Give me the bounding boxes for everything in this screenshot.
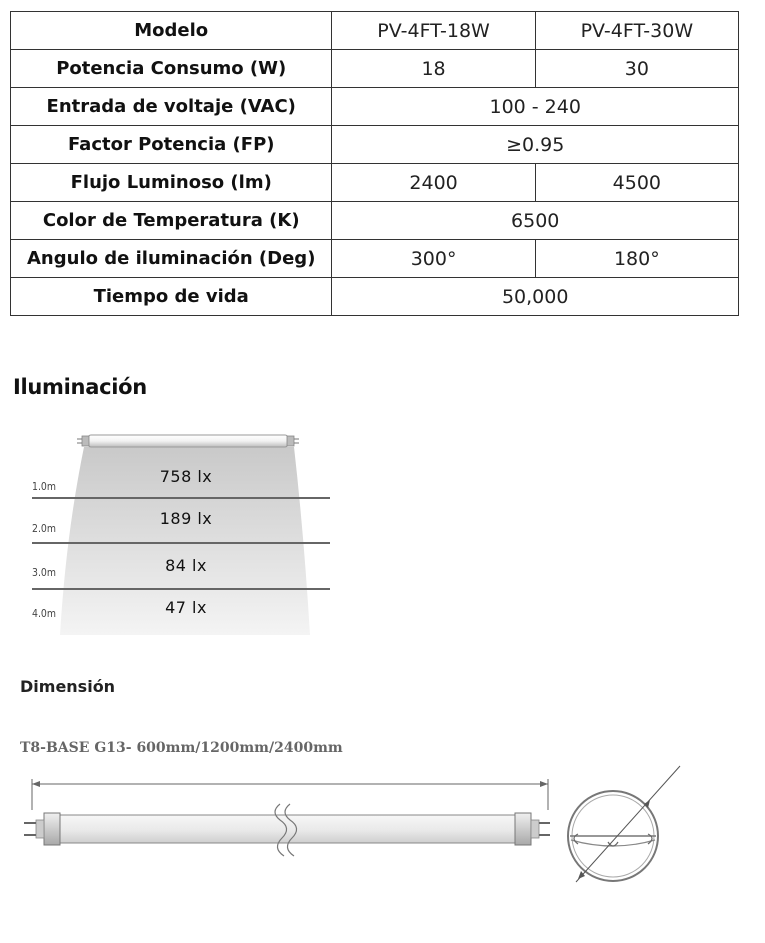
row-label: Angulo de iluminación (Deg) (11, 240, 332, 278)
cell-value-a: 300° (332, 240, 535, 278)
cell-value-merged: 100 - 240 (332, 88, 739, 126)
lux-value: 758 lx (159, 467, 213, 486)
cell-value-merged: 6500 (332, 202, 739, 240)
dimension-drawing (18, 760, 718, 900)
table-row (11, 164, 739, 202)
table-row (11, 202, 739, 240)
row-label: Flujo Luminoso (lm) (11, 164, 332, 202)
lux-value: 84 lx (165, 556, 207, 575)
table-row (11, 278, 739, 316)
lux-value: 47 lx (165, 598, 207, 617)
illumination-heading: Iluminación (13, 375, 147, 399)
distance-label: 1.0m (32, 480, 56, 493)
row-label: Factor Potencia (FP) (11, 126, 332, 164)
distance-label: 4.0m (32, 607, 56, 620)
cell-value-b: 30 (535, 50, 738, 88)
header-model-a: PV-4FT-18W (332, 12, 535, 50)
header-label: Modelo (11, 12, 332, 50)
table-row (11, 50, 739, 88)
row-label: Potencia Consumo (W) (11, 50, 332, 88)
row-label: Tiempo de vida (11, 278, 332, 316)
table-row (11, 126, 739, 164)
cell-value-merged: 50,000 (332, 278, 739, 316)
spec-table (10, 11, 739, 316)
illumination-diagram (22, 425, 342, 640)
table-row (11, 88, 739, 126)
header-model-b: PV-4FT-30W (535, 12, 738, 50)
tube-dimension-graphic (18, 760, 718, 900)
dimension-heading: Dimensión (20, 677, 116, 696)
cell-value-b: 180° (535, 240, 738, 278)
distance-label: 3.0m (32, 566, 56, 579)
row-label: Color de Temperatura (K) (11, 202, 332, 240)
row-label: Entrada de voltaje (VAC) (11, 88, 332, 126)
cell-value-b: 4500 (535, 164, 738, 202)
lux-value: 189 lx (159, 509, 213, 528)
table-row (11, 240, 739, 278)
cell-value-a: 2400 (332, 164, 535, 202)
cell-value-a: 18 (332, 50, 535, 88)
cell-value-merged: ≥0.95 (332, 126, 739, 164)
distance-label: 2.0m (32, 522, 56, 535)
base-spec-text: T8-BASE G13- 600mm/1200mm/2400mm (20, 740, 343, 756)
table-header-row (11, 12, 739, 50)
